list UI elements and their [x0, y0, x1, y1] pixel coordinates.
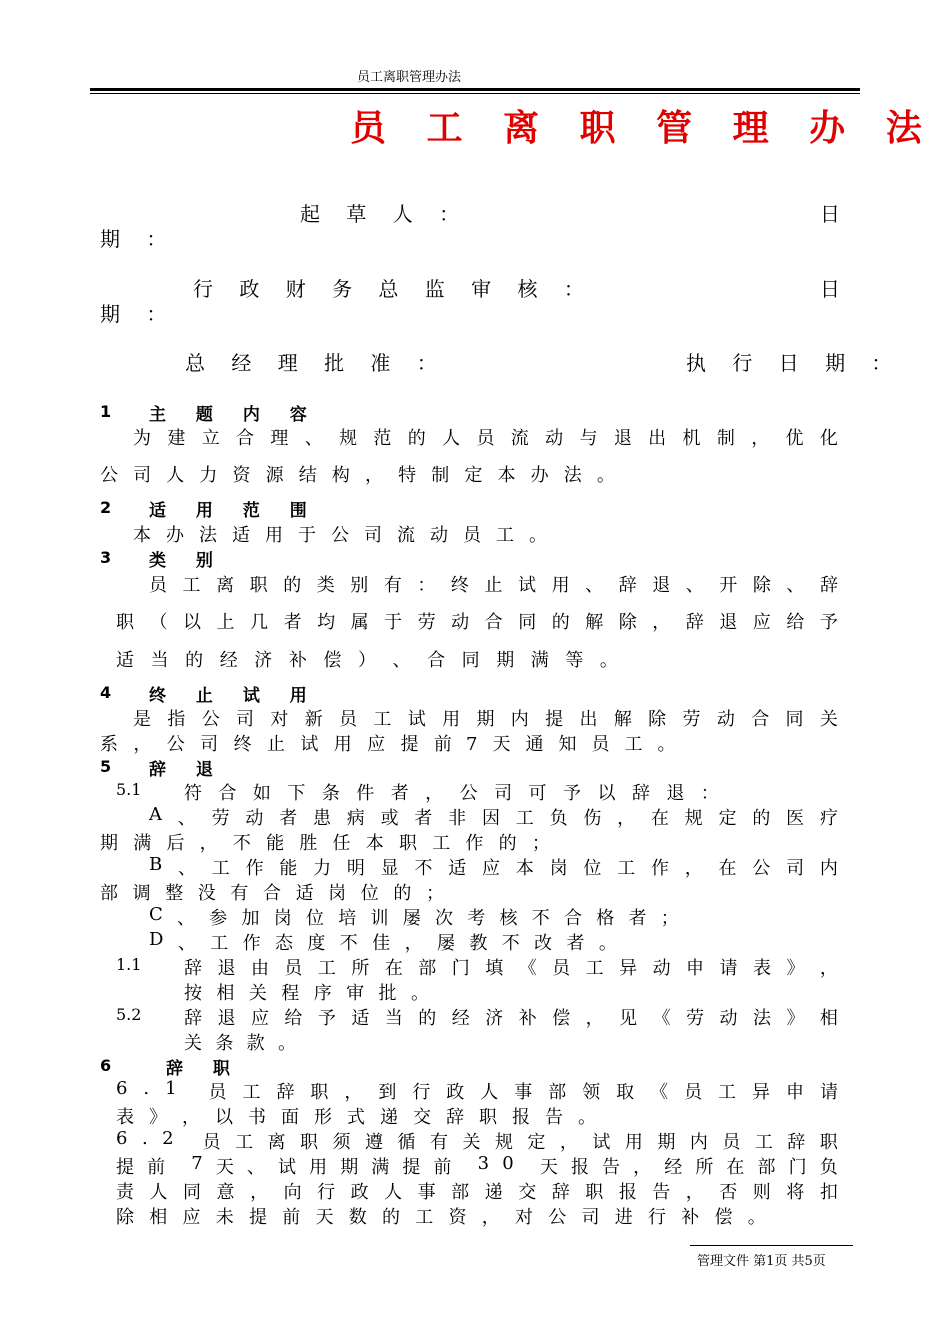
footer-rule [690, 1245, 853, 1246]
effective-date-label: 执 行 日 期 ： [686, 351, 902, 375]
paragraph-line: 系 ， 公 司 终 止 试 用 应 提 前 [100, 734, 452, 755]
section-number: 3 [100, 548, 112, 567]
paragraph-line: 辞 退 由 员 工 所 在 部 门 填 《 员 工 异 动 申 请 表 》 ， [184, 958, 838, 979]
reviewer-label: 行 政 财 务 总 监 审 核 ： [193, 277, 594, 301]
clause-number: 5.1 [116, 780, 142, 799]
page-footer: 管理文件 第1页 共5页 [697, 1254, 826, 1269]
section-heading: 终 止 试 用 [149, 686, 319, 706]
paragraph-line: 职 （ 以 上 几 者 均 属 于 劳 动 合 同 的 解 除 ， 辞 退 应 给 予 [116, 612, 838, 633]
header-rule-thick [90, 88, 860, 91]
paragraph-line: 按 相 关 程 序 审 批 。 [184, 983, 429, 1004]
paragraph-line: 员 工 离 职 的 类 别 有 ： 终 止 试 用 、 辞 退 、 开 除 、 辞 [149, 575, 838, 596]
paragraph-line: 适 当 的 经 济 补 偿 ） 、 合 同 期 满 等 。 [116, 650, 618, 671]
clause-number: 1.1 [116, 955, 142, 974]
list-item-line: A 、 劳 动 者 患 病 或 者 非 因 工 负 伤 ， 在 规 定 的 医 疗 [149, 804, 838, 829]
paragraph-line: 责 人 同 意 ， 向 行 政 人 事 部 递 交 辞 职 报 告 ， 否 则 将 扣 [116, 1182, 838, 1203]
paragraph-line: 符 合 如 下 条 件 者 ， 公 司 可 予 以 辞 退 ： [184, 783, 719, 804]
paragraph-line: 表 》 ， 以 书 面 形 式 递 交 辞 职 报 告 。 [116, 1107, 596, 1128]
list-item-line: 期 满 后 ， 不 能 胜 任 本 职 工 作 的 ； [100, 833, 550, 854]
paragraph-line: 6 . 1 员 工 辞 职 ， 到 行 政 人 事 部 领 取 《 员 工 异 申 请 [116, 1078, 838, 1103]
section-heading: 辞 职 [166, 1059, 242, 1079]
date-label-part2: 期 ： [100, 227, 177, 251]
paragraph-line: 7天通知员工。 [466, 734, 691, 755]
header-rule-thin [90, 93, 860, 94]
section-heading: 类 别 [149, 551, 225, 571]
paragraph-line: 除 相 应 未 提 前 天 数 的 工 资 ， 对 公 司 进 行 补 偿 。 [116, 1207, 766, 1228]
list-item-line: C 、 参 加 岗 位 培 训 屡 次 考 核 不 合 格 者 ； [149, 904, 679, 929]
section-number: 4 [100, 683, 112, 702]
paragraph-line: 本 办 法 适 用 于 公 司 流 动 员 工 。 [133, 525, 547, 546]
list-item-line: 部 调 整 没 有 合 适 岗 位 的 ； [100, 883, 444, 904]
document-title: 员 工 离 职 管 理 办 法 [350, 107, 936, 149]
running-header: 员工离职管理办法 [357, 70, 462, 85]
approver-label: 总 经 理 批 准 ： [185, 351, 447, 375]
drafter-label: 起 草 人 ： [300, 202, 470, 226]
date-label-part1: 日 [820, 277, 850, 301]
section-number: 1 [100, 402, 112, 421]
paragraph-line: 提 前 7 天 、 试 用 期 满 提 前 3 0 天 报 告 ， 经 所 在 部 门 负 [116, 1153, 838, 1178]
list-item-line: D 、 工 作 态 度 不 佳 ， 屡 教 不 改 者 。 [149, 929, 617, 954]
paragraph-line: 是 指 公 司 对 新 员 工 试 用 期 内 提 出 解 除 劳 动 合 同 关 [133, 709, 838, 730]
section-number: 5 [100, 757, 112, 776]
section-number: 2 [100, 498, 112, 517]
paragraph-line: 关 条 款 。 [184, 1033, 296, 1054]
paragraph-line: 辞 退 应 给 予 适 当 的 经 济 补 偿 ， 见 《 劳 动 法 》 相 [184, 1008, 838, 1029]
section-heading: 适 用 范 围 [149, 501, 319, 521]
section-heading: 辞 退 [149, 760, 225, 780]
paragraph-line: 6 . 2 员 工 离 职 须 遵 循 有 关 规 定 ， 试 用 期 内 员 工 辞 职 [116, 1128, 838, 1153]
clause-number: 5.2 [116, 1005, 142, 1024]
paragraph-line: 公 司 人 力 资 源 结 构 ， 特 制 定 本 办 法 。 [100, 465, 615, 486]
date-label-part1: 日 [820, 202, 850, 226]
section-heading: 主 题 内 容 [149, 405, 319, 425]
list-item-line: B 、 工 作 能 力 明 显 不 适 应 本 岗 位 工 作 ， 在 公 司 内 [149, 854, 838, 879]
section-number: 6 [100, 1056, 112, 1075]
paragraph-line: 为 建 立 合 理 、 规 范 的 人 员 流 动 与 退 出 机 制 ， 优 化 [133, 428, 838, 449]
date-label-part2: 期 ： [100, 302, 177, 326]
